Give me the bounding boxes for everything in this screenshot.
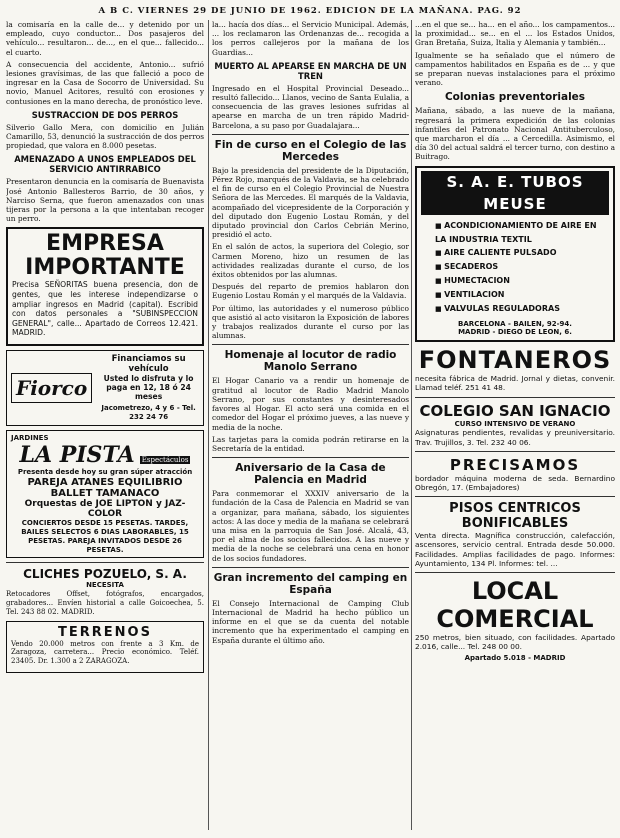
ad-body: Asignaturas pendientes, revalidas y preuniversitario. Trav. Trujillos, 3. Tel. 232 40 06. (415, 428, 615, 447)
column-divider (208, 20, 209, 830)
ad-address: MADRID - DIEGO DE LEON, 6. (458, 328, 572, 337)
ad-line: CONCIERTOS DESDE 15 PESETAS. TARDES, BAILES SELECTOS 6 DIAS LABORABLES, 15 PESETAS. PAREJA INVITADOS DESDE 26 PESETAS. (21, 519, 189, 554)
headline: Fin de curso en el Colegio de las Mercedes (214, 138, 407, 163)
ad-title: COLEGIO SAN IGNACIO (419, 401, 611, 420)
ad-title: FONTANEROS (418, 346, 612, 375)
divider (415, 451, 615, 452)
ad-la-pista (6, 430, 204, 559)
list-item: ■ VALVULAS REGULADORAS (435, 302, 609, 316)
ad-body: Retocadores Offset, fotógrafos, encargados, grabadores... Envíen historial a calle Goicoechea, 5. Tel. 243 88 02. MADRID. (6, 590, 204, 616)
headline: Colonias preventoriales (444, 91, 586, 104)
ad-sub: Espectáculos (141, 456, 189, 465)
ad-body: 250 metros, bien situado, con facilidades. Apartado 2.016, calle... Tel. 248 00 00. (415, 633, 615, 652)
ad-title: TERRENOS (58, 624, 152, 640)
ad-body: bordador máquina moderna de seda. Bernardino Obregón, 17. (Embajadores) (415, 473, 615, 493)
divider (212, 457, 409, 458)
ad-title: PISOS CENTRICOS BONIFICABLES (449, 501, 581, 532)
article-text: El Hogar Canario va a rendir un homenaje de gratitud al locutor de Radio Madrid Manolo Serrano, por sus constantes y desinteresados favores al Hogar. El acto será una comida en el comedor del Hogar el próximo jueves, a las nueve y media de la noche. (212, 376, 409, 432)
divider (415, 496, 615, 497)
list-item: ■ SECADEROS (435, 260, 609, 274)
divider (212, 344, 409, 345)
ad-body: Precisa SEÑORITAS buena presencia, don de gentes, que les interese independizarse o ampliar ingresos en Madrid (capital). Escribid con datos personales a "SUBINSPECCION GENERAL", calle... Apartado de Correos 12.421. MADRID. (12, 280, 198, 338)
column-2 (212, 20, 409, 830)
article-text: Para conmemorar el XXXIV aniversario de la fundación de la Casa de Palencia en Madrid se van a organizar, para mañana, sábado, los siguientes actos: A las doce y media de la mañana se celebrará una misa en la parroquia de San José. Alcalá, 43, por el alma de los socios fallecidos. A las nueve y media de la noche se celebrará una cena en honor de los socios fundadores. (212, 489, 409, 563)
divider (212, 134, 409, 135)
list-item: ■ HUMECTACION (435, 274, 609, 288)
column-3 (415, 20, 615, 830)
article-text: Presentaron denuncia en la comisaría de Buenavista José Antonio Ballesteros Barrio, de 30 años, y Narciso Serna, que fueron amenazados con unas tijeras por la persona a la que intentaban recoger un perro. (6, 177, 204, 224)
ad-financiamos (6, 350, 204, 426)
ad-title: S. A. E. TUBOS MEUSE (421, 171, 609, 215)
fiorco-logo: Fiorco (11, 373, 92, 403)
divider (415, 572, 615, 573)
article-text: Mañana, sábado, a las nueve de la mañana, regresará la primera expedición de las colonias infantiles del Patronato Nacional Antituberculoso, que marcharon el día ... a Cercedilla. Asimismo, el día 30 del actual saldrá el tercer turno, con destino a Buitrago. (415, 106, 615, 162)
column-1 (6, 20, 204, 830)
list-item: ■ AIRE CALIENTE PULSADO (435, 246, 609, 260)
ad-title: EMPRESA (46, 231, 164, 257)
article-text: Después del reparto de premios hablaron don Eugenio Lostau Román y el marqués de la Valdavia. (212, 282, 409, 301)
ad-line: BALLET TAMANACO (50, 488, 160, 500)
article-text: Por último, las autoridades y el numeroso público que asistió al acto visitaron la Exposición de labores y trabajos realizados durante el curso por las alumnas. (212, 303, 409, 341)
ad-body: Venta directa. Magnífica construcción, calefacción, ascensores, servicio central. Entrada desde 50.000. Facilidades. Amplias facilidades de pago. Informes: Ayuntamiento, 134 Pl. Informes: tel. ... (415, 531, 615, 568)
ad-body: Vendo 20.000 metros con frente a 3 Km. de Zaragoza, carretera... Precio económico. Teléf. 23405. Dr. 1.300 a 2 ZARAGOZA. (11, 639, 199, 666)
list-item: ■ VENTILACION (435, 288, 609, 302)
article-text: El Consejo Internacional de Camping Club Internacional de Madrid ha hecho público un informe en el que se da cuenta del notable incremento que ha experimentado el camping en España durante el último año. (212, 598, 409, 645)
ad-tubos-meuse (415, 166, 615, 343)
ad-title: LOCAL COMERCIAL (436, 577, 594, 634)
la-pista-logo: LA PISTA (19, 442, 135, 469)
list-item: ■ ACONDICIONAMIENTO DE AIRE EN LA INDUSTRIA TEXTIL (435, 219, 609, 246)
ad-list (421, 219, 609, 316)
ad-title: PRECISAMOS (449, 455, 581, 474)
headline: MUERTO AL APEARSE EN MARCHA DE UN TREN (214, 60, 407, 81)
ad-body: Usted lo disfruta y lo paga en 12, 18 ó 24 meses (103, 374, 194, 402)
ad-address: BARCELONA - BAILEN, 92-94. (458, 319, 572, 328)
ad-line: Orquestas de JOE LIPTON y JAZ-COLOR (24, 499, 186, 520)
ad-line: Presenta desde hoy su gran súper atracción (17, 468, 193, 477)
divider (212, 567, 409, 568)
ad-sub: CURSO INTENSIVO DE VERANO (454, 419, 576, 428)
divider (415, 397, 615, 398)
headline: SUSTRACCION DE DOS PERROS (31, 109, 179, 120)
column-divider (411, 20, 412, 830)
ad-address: Jacometrezo, 4 y 6 - Tel. 232 24 76 (101, 404, 196, 421)
article-text: Bajo la presidencia del presidente de la Diputación, Pérez Rojo, marqués de la Valdavia, se ha celebrado el fin de curso en el Colegio Provincial de Nuestra Señora de las Mercedes. El marqués de la Valdavia, acompañado del vicepresidente de la Corporación y del diputado don Eugenio Lostau Román, y del diputado provincial don Carlos Cebrián Merino, presidió el acto. (212, 165, 409, 240)
ad-footer: Apartado 5.018 - MADRID (464, 654, 566, 663)
article-text: la... hacía dos días... el Servicio Municipal. Además, ... los reclamaron las Ordenanzas de... recogida a los perros callejeros por la mañana de los Guardias... (212, 20, 409, 57)
ad-pretitle: JARDINES (11, 433, 49, 442)
ad-title: IMPORTANTE (25, 255, 185, 281)
article-text: la comisaría en la calle de... y detenido por un empleado, cuyo conductor... Dos pasajeros del vehículo... resultaron... de..., en el que... fallecido... el cuarto. (6, 20, 204, 57)
article-text: Igualmente se ha señalado que el número de campamentos habilitados en España es de ... y que se preparan nuevas instalaciones para el próximo verano. (415, 50, 615, 88)
article-text: Las tarjetas para la comida podrán retirarse en la Secretaría de la entidad. (212, 434, 409, 453)
headline: Gran incremento del camping en España (213, 571, 408, 596)
ad-line: PAREJA ATANES EQUILIBRIO (27, 477, 183, 489)
article-text: A consecuencia del accidente, Antonio... sufrió lesiones gravísimas, de las que falleció a poco de ingresar en la Casa de Socorro de Universidad. Su novio, Manuel Acitores, resultó con erosiones y contusiones en la mano derecha, de pronóstico leve. (6, 59, 204, 106)
divider (6, 562, 204, 563)
ad-sub: NECESITA (86, 581, 124, 590)
ad-title: Financiamos su vehículo (111, 354, 186, 375)
headline: AMENAZADO A UNOS EMPLEADOS DEL SERVICIO ANTIRRABICO (14, 154, 196, 175)
page-header: A B C. VIERNES 29 DE JUNIO DE 1962. EDICION DE LA MAÑANA. PAG. 92 (98, 6, 522, 16)
article-text: Ingresado en el Hospital Provincial Deseado... resultó fallecido... Llanos, vecino de Santa Eulalia, a consecuencia de las graves lesiones sufridas al apearse en marcha de un tren rápido Madrid-Barcelona, a su paso por Guadalajara... (212, 83, 409, 130)
ad-title: CLICHES POZUELO, S. A. (23, 567, 187, 582)
article-text: Silverio Gallo Mera, con domicilio en Julián Camarillo, 53, denunció la sustracción de dos perros propiedad, que valora en 8.000 pesetas. (6, 122, 204, 151)
headline: Homenaje al locutor de radio Manolo Serrano (224, 349, 397, 374)
ad-terrenos (6, 621, 204, 673)
ad-empresa (6, 227, 204, 346)
article-text: ...en el que se... ha... en el año... los campamentos... la proximidad... se... en el ... los Estados Unidos, Gran Bretaña, Suiza, Italia y Alemania y también... (415, 20, 615, 48)
article-text: En el salón de actos, la superiora del Colegio, sor Carmen Moreno, hizo un resumen de las actividades realizadas durante el curso, de los éxitos obtenidos por las alumnas. (212, 242, 409, 280)
headline: Aniversario de la Casa de Palencia en Madrid (235, 462, 386, 487)
ad-body: necesita fábrica de Madrid. Jornal y dietas, convenir. Llamad teléf. 251 41 48. (415, 374, 615, 393)
